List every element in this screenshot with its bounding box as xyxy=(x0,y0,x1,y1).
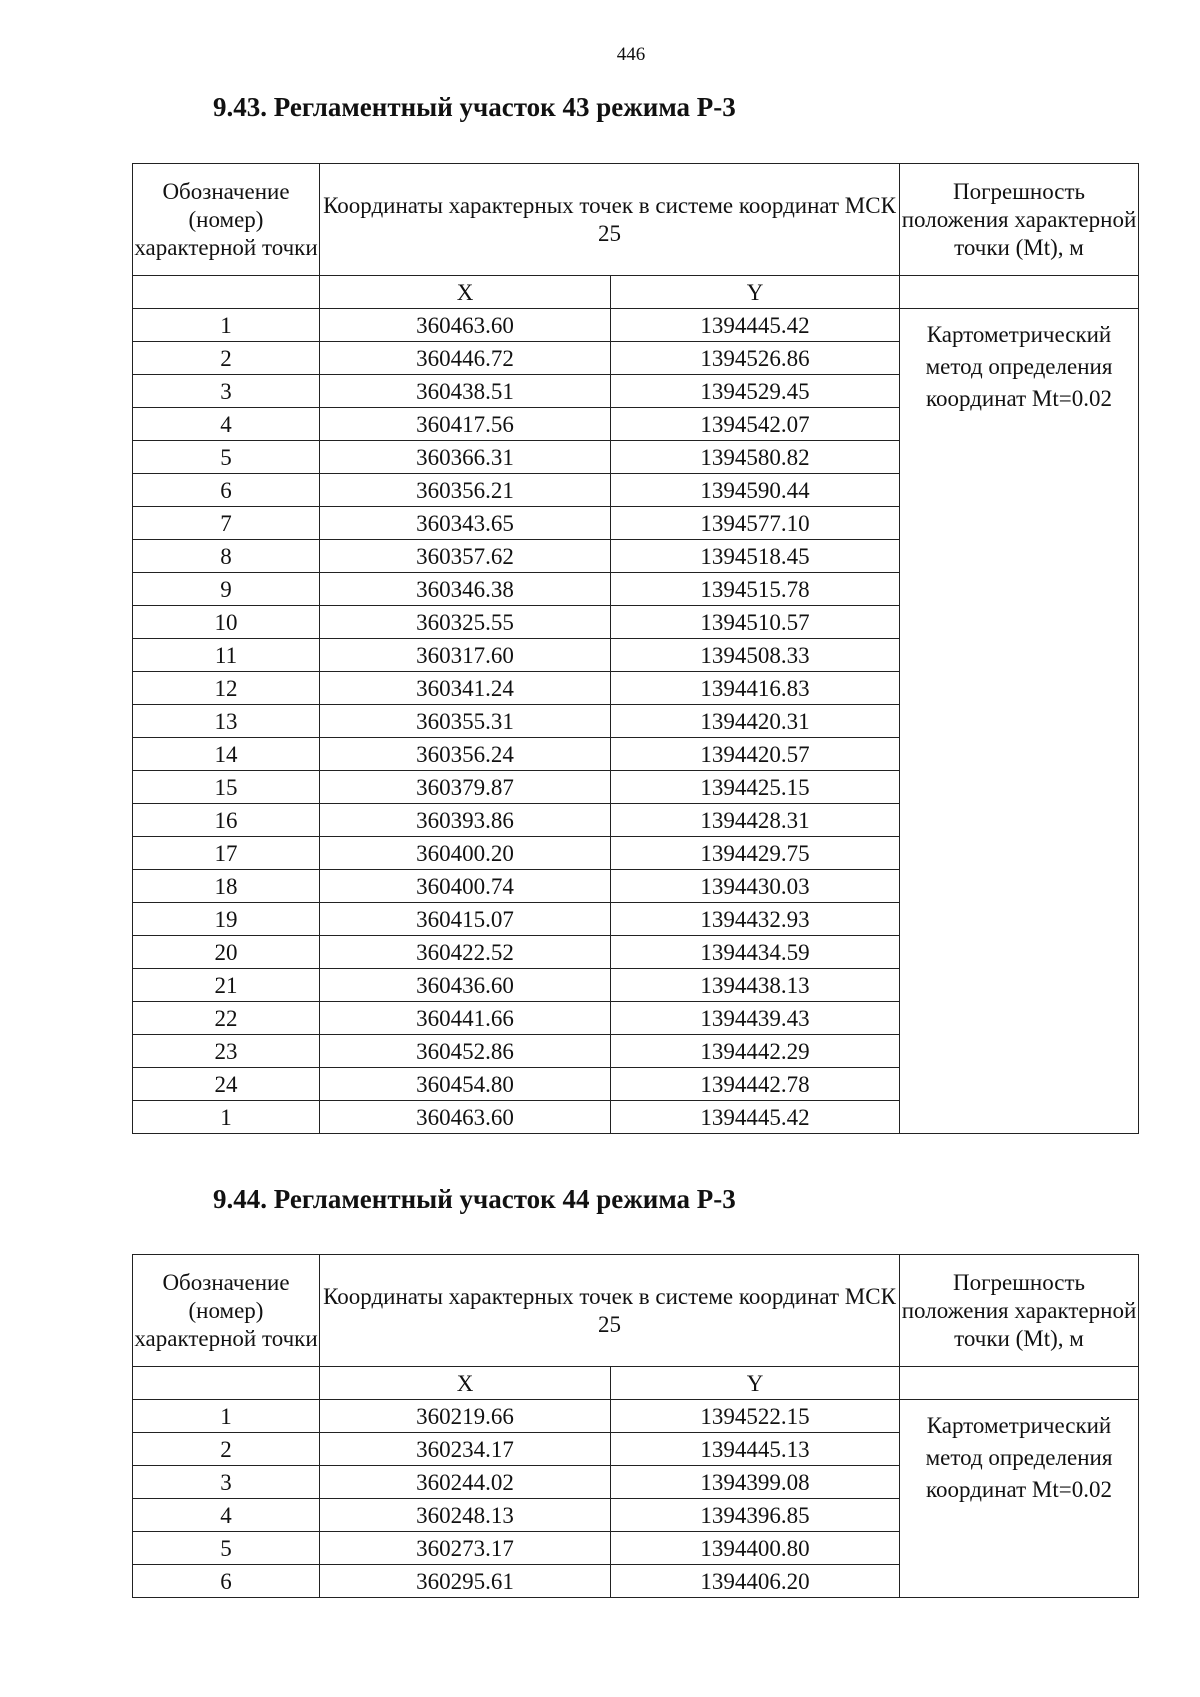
x-coordinate-cell: 360454.80 xyxy=(320,1068,611,1101)
table-body xyxy=(133,1400,1139,1598)
y-coordinate-cell: 1394508.33 xyxy=(611,639,900,672)
y-coordinate-cell: 1394522.15 xyxy=(611,1400,900,1433)
point-number-cell: 6 xyxy=(133,1565,320,1598)
point-number-cell: 1 xyxy=(133,309,320,342)
x-coordinate-cell: 360234.17 xyxy=(320,1433,611,1466)
x-coordinate-cell: 360346.38 xyxy=(320,573,611,606)
x-coordinate-cell: 360317.60 xyxy=(320,639,611,672)
point-number-cell: 22 xyxy=(133,1002,320,1035)
point-number-cell: 9 xyxy=(133,573,320,606)
accuracy-note-cell: Картометрический метод определения координат Mt=0.02 xyxy=(900,1400,1139,1598)
subheader-empty xyxy=(900,276,1139,309)
header-error: Погрешность положения характерной точки (Mt), м xyxy=(900,164,1139,276)
y-coordinate-cell: 1394416.83 xyxy=(611,672,900,705)
header-row xyxy=(133,164,1139,276)
y-coordinate-cell: 1394510.57 xyxy=(611,606,900,639)
y-coordinate-cell: 1394515.78 xyxy=(611,573,900,606)
y-coordinate-cell: 1394445.42 xyxy=(611,309,900,342)
point-number-cell: 14 xyxy=(133,738,320,771)
x-coordinate-cell: 360355.31 xyxy=(320,705,611,738)
y-coordinate-cell: 1394542.07 xyxy=(611,408,900,441)
point-number-cell: 3 xyxy=(133,1466,320,1499)
y-coordinate-cell: 1394434.59 xyxy=(611,936,900,969)
point-number-cell: 10 xyxy=(133,606,320,639)
point-number-cell: 4 xyxy=(133,408,320,441)
x-coordinate-cell: 360400.74 xyxy=(320,870,611,903)
header-row xyxy=(133,1255,1139,1367)
subheader-empty xyxy=(133,276,320,309)
header-x: X xyxy=(320,276,611,309)
subheader-row xyxy=(133,276,1139,309)
point-number-cell: 6 xyxy=(133,474,320,507)
y-coordinate-cell: 1394420.57 xyxy=(611,738,900,771)
point-number-cell: 11 xyxy=(133,639,320,672)
y-coordinate-cell: 1394399.08 xyxy=(611,1466,900,1499)
point-number-cell: 8 xyxy=(133,540,320,573)
y-coordinate-cell: 1394406.20 xyxy=(611,1565,900,1598)
y-coordinate-cell: 1394518.45 xyxy=(611,540,900,573)
x-coordinate-cell: 360219.66 xyxy=(320,1400,611,1433)
header-y: Y xyxy=(611,276,900,309)
y-coordinate-cell: 1394428.31 xyxy=(611,804,900,837)
coordinates-table-44 xyxy=(132,1254,1139,1598)
y-coordinate-cell: 1394577.10 xyxy=(611,507,900,540)
x-coordinate-cell: 360452.86 xyxy=(320,1035,611,1068)
y-coordinate-cell: 1394430.03 xyxy=(611,870,900,903)
header-point: Обозначение (номер) характерной точки xyxy=(133,164,320,276)
y-coordinate-cell: 1394529.45 xyxy=(611,375,900,408)
point-number-cell: 12 xyxy=(133,672,320,705)
y-coordinate-cell: 1394590.44 xyxy=(611,474,900,507)
y-coordinate-cell: 1394400.80 xyxy=(611,1532,900,1565)
table-body xyxy=(133,309,1139,1134)
y-coordinate-cell: 1394445.13 xyxy=(611,1433,900,1466)
x-coordinate-cell: 360393.86 xyxy=(320,804,611,837)
point-number-cell: 2 xyxy=(133,342,320,375)
x-coordinate-cell: 360357.62 xyxy=(320,540,611,573)
y-coordinate-cell: 1394442.29 xyxy=(611,1035,900,1068)
x-coordinate-cell: 360463.60 xyxy=(320,1101,611,1134)
header-point: Обозначение (номер) характерной точки xyxy=(133,1255,320,1367)
x-coordinate-cell: 360415.07 xyxy=(320,903,611,936)
point-number-cell: 1 xyxy=(133,1400,320,1433)
point-number-cell: 24 xyxy=(133,1068,320,1101)
point-number-cell: 1 xyxy=(133,1101,320,1134)
point-number-cell: 23 xyxy=(133,1035,320,1068)
header-x: X xyxy=(320,1367,611,1400)
x-coordinate-cell: 360438.51 xyxy=(320,375,611,408)
x-coordinate-cell: 360295.61 xyxy=(320,1565,611,1598)
header-y: Y xyxy=(611,1367,900,1400)
point-number-cell: 5 xyxy=(133,1532,320,1565)
x-coordinate-cell: 360248.13 xyxy=(320,1499,611,1532)
point-number-cell: 19 xyxy=(133,903,320,936)
y-coordinate-cell: 1394432.93 xyxy=(611,903,900,936)
x-coordinate-cell: 360325.55 xyxy=(320,606,611,639)
y-coordinate-cell: 1394439.43 xyxy=(611,1002,900,1035)
x-coordinate-cell: 360273.17 xyxy=(320,1532,611,1565)
point-number-cell: 3 xyxy=(133,375,320,408)
y-coordinate-cell: 1394580.82 xyxy=(611,441,900,474)
coordinates-table-43 xyxy=(132,163,1139,1134)
table-row xyxy=(133,1400,1139,1433)
point-number-cell: 2 xyxy=(133,1433,320,1466)
point-number-cell: 17 xyxy=(133,837,320,870)
point-number-cell: 4 xyxy=(133,1499,320,1532)
point-number-cell: 13 xyxy=(133,705,320,738)
table-row xyxy=(133,309,1139,342)
header-coords: Координаты характерных точек в системе координат МСК 25 xyxy=(320,164,900,276)
y-coordinate-cell: 1394442.78 xyxy=(611,1068,900,1101)
y-coordinate-cell: 1394420.31 xyxy=(611,705,900,738)
x-coordinate-cell: 360343.65 xyxy=(320,507,611,540)
page-number: 446 xyxy=(616,44,646,65)
y-coordinate-cell: 1394429.75 xyxy=(611,837,900,870)
x-coordinate-cell: 360379.87 xyxy=(320,771,611,804)
x-coordinate-cell: 360422.52 xyxy=(320,936,611,969)
x-coordinate-cell: 360356.21 xyxy=(320,474,611,507)
subheader-empty xyxy=(900,1367,1139,1400)
header-error: Погрешность положения характерной точки (Mt), м xyxy=(900,1255,1139,1367)
section-title-44: 9.44. Регламентный участок 44 режима Р-3 xyxy=(213,1184,736,1214)
x-coordinate-cell: 360441.66 xyxy=(320,1002,611,1035)
point-number-cell: 15 xyxy=(133,771,320,804)
point-number-cell: 5 xyxy=(133,441,320,474)
point-number-cell: 21 xyxy=(133,969,320,1002)
point-number-cell: 7 xyxy=(133,507,320,540)
section-title-43: 9.43. Регламентный участок 43 режима Р-3 xyxy=(213,92,736,122)
accuracy-note-cell: Картометрический метод определения координат Mt=0.02 xyxy=(900,309,1139,1134)
y-coordinate-cell: 1394438.13 xyxy=(611,969,900,1002)
x-coordinate-cell: 360244.02 xyxy=(320,1466,611,1499)
x-coordinate-cell: 360446.72 xyxy=(320,342,611,375)
x-coordinate-cell: 360366.31 xyxy=(320,441,611,474)
x-coordinate-cell: 360417.56 xyxy=(320,408,611,441)
y-coordinate-cell: 1394526.86 xyxy=(611,342,900,375)
y-coordinate-cell: 1394425.15 xyxy=(611,771,900,804)
subheader-row xyxy=(133,1367,1139,1400)
point-number-cell: 20 xyxy=(133,936,320,969)
x-coordinate-cell: 360356.24 xyxy=(320,738,611,771)
y-coordinate-cell: 1394396.85 xyxy=(611,1499,900,1532)
x-coordinate-cell: 360463.60 xyxy=(320,309,611,342)
header-coords: Координаты характерных точек в системе координат МСК 25 xyxy=(320,1255,900,1367)
x-coordinate-cell: 360436.60 xyxy=(320,969,611,1002)
y-coordinate-cell: 1394445.42 xyxy=(611,1101,900,1134)
subheader-empty xyxy=(133,1367,320,1400)
x-coordinate-cell: 360341.24 xyxy=(320,672,611,705)
x-coordinate-cell: 360400.20 xyxy=(320,837,611,870)
point-number-cell: 18 xyxy=(133,870,320,903)
point-number-cell: 16 xyxy=(133,804,320,837)
